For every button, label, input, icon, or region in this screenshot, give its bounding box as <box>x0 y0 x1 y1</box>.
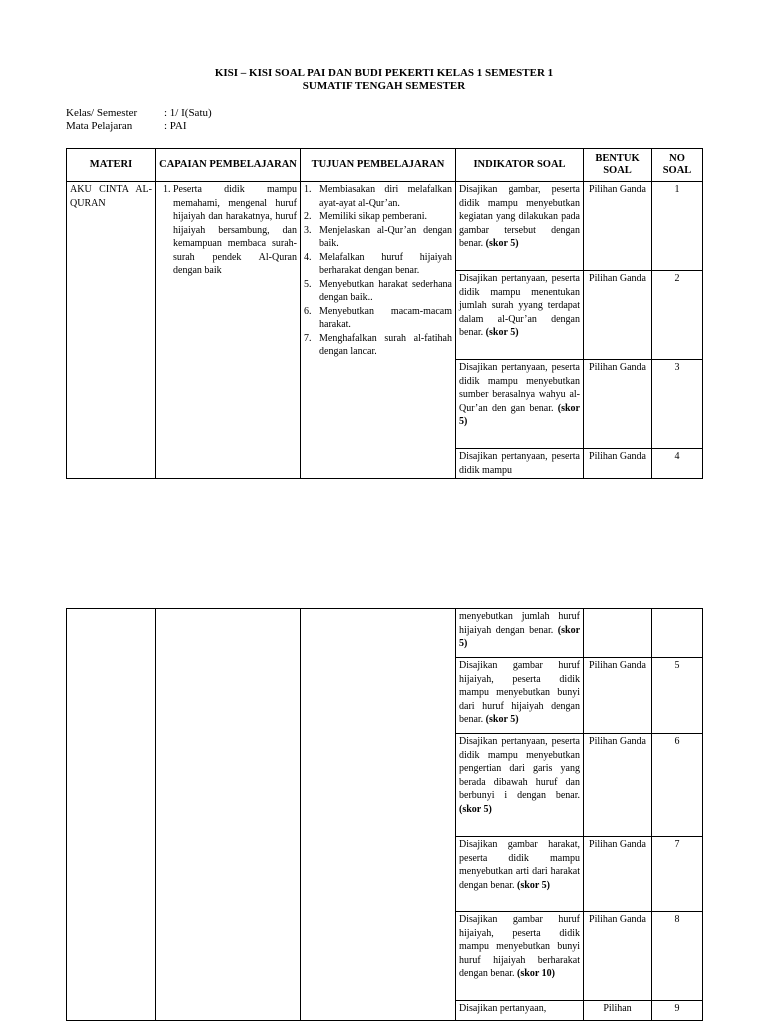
bentuk-cell: Pilihan Ganda <box>584 912 652 1001</box>
bentuk-cell: Pilihan Ganda <box>584 734 652 837</box>
bentuk-cell: Pilihan Ganda <box>584 271 652 360</box>
tujuan-num: 6. <box>304 305 312 317</box>
no-cell: 7 <box>652 837 703 912</box>
indikator-cell <box>456 271 584 360</box>
indikator-cell <box>456 609 584 658</box>
bentuk-cell: Pilihan Ganda <box>584 360 652 449</box>
indikator-text: Disajikan pertanyaan, <box>459 1003 547 1014</box>
header-capaian: CAPAIAN PEMBELAJARAN <box>156 149 301 182</box>
indikator-cell <box>456 912 584 1001</box>
tujuan-item <box>304 224 452 251</box>
indikator-text: Disajikan pertanyaan, peserta didik mampu menentukan jumlah surah yyang terdapat dalam al-Qur’an dengan benar. <box>459 273 580 338</box>
skor-label: (skor 5) <box>459 402 580 427</box>
skor-label: (skor 10) <box>517 968 555 979</box>
capaian-cell <box>156 182 301 479</box>
tujuan-text: Membiasakan diri melafalkan ayat-ayat al-Qur’an. <box>319 184 452 209</box>
tujuan-num: 5. <box>304 278 312 290</box>
indikator-cell <box>456 360 584 449</box>
tujuan-cell-continued <box>301 609 456 1021</box>
no-cell: 1 <box>652 182 703 271</box>
table-row <box>67 609 703 658</box>
tujuan-item <box>304 332 452 359</box>
bentuk-cell: Pilihan Ganda <box>584 449 652 479</box>
tujuan-item <box>304 251 452 278</box>
tujuan-text: Menyebutkan macam-macam harakat. <box>319 305 452 330</box>
tujuan-list <box>304 183 452 359</box>
header-tujuan: TUJUAN PEMBELAJARAN <box>301 149 456 182</box>
table-header-row <box>67 149 703 182</box>
no-cell: 3 <box>652 360 703 449</box>
no-cell: 9 <box>652 1001 703 1021</box>
indikator-cell <box>456 837 584 912</box>
no-cell: 8 <box>652 912 703 1001</box>
tujuan-text: Memiliki sikap pemberani. <box>319 211 428 222</box>
tujuan-item <box>304 278 452 305</box>
skor-label: (skor 5) <box>485 327 519 338</box>
bentuk-cell: Pilihan Ganda <box>584 182 652 271</box>
tujuan-text: Melafalkan huruf hijaiyah berharakat dengan benar. <box>319 251 452 276</box>
indikator-cell <box>456 182 584 271</box>
skor-label: (skor 5) <box>459 803 492 815</box>
capaian-item: 1. Peserta didik mampu memahami, mengenal huruf hijaiyah dan harakatnya, huruf hijaiyah bersambung, dan kemampuan membaca surah-surah pendek Al-Quran dengan baik <box>173 183 297 278</box>
skor-label: (skor 5) <box>485 238 519 249</box>
tujuan-text: Menghafalkan surah al-fatihah dengan lancar. <box>319 332 452 357</box>
skor-label: (skor 5) <box>517 879 550 891</box>
bentuk-cell <box>584 609 652 658</box>
no-cell: 6 <box>652 734 703 837</box>
indikator-text: Disajikan pertanyaan, peserta didik mampu menyebutkan sumber berasalnya wahyu al-Qur’an den gan benar. <box>459 362 580 414</box>
kisi-table-page-2 <box>66 608 703 1021</box>
bentuk-cell: Pilihan <box>584 1001 652 1021</box>
tujuan-num: 7. <box>304 332 312 344</box>
bentuk-cell: Pilihan Ganda <box>584 837 652 912</box>
tujuan-item <box>304 210 452 224</box>
tujuan-num: 2. <box>304 211 312 222</box>
tujuan-num: 1. <box>304 184 312 195</box>
tujuan-num: 3. <box>304 224 312 236</box>
indikator-text: Disajikan gambar, peserta didik mampu menyebutkan kegiatan yang dilakukan pada gambar tersebut dengan benar. <box>459 184 580 249</box>
indikator-cell <box>456 734 584 837</box>
mapel-label: Mata Pelajaran <box>66 120 133 132</box>
header-bentuk: BENTUK SOAL <box>584 149 652 182</box>
indikator-text: menyebutkan jumlah huruf hijaiyah dengan benar. <box>459 611 580 636</box>
indikator-text: Disajikan gambar huruf hijaiyah, peserta didik mampu menyebutkan bunyi dari huruf hijaiyah dengan benar. <box>459 660 580 725</box>
no-cell: 5 <box>652 658 703 734</box>
tujuan-text: Menyebutkan harakat sederhana dengan baik.. <box>319 278 452 303</box>
header-no: NO SOAL <box>652 149 703 182</box>
capaian-list <box>159 183 297 278</box>
materi-cell-continued <box>67 609 156 1021</box>
indikator-text: Disajikan gambar huruf hijaiyah, peserta didik mampu menyebutkan bunyi huruf hijaiyah berharakat dengan benar. <box>459 914 580 979</box>
kelas-value: : 1/ I(Satu) <box>164 107 212 119</box>
tujuan-cell <box>301 182 456 479</box>
no-cell: 2 <box>652 271 703 360</box>
tujuan-item <box>304 305 452 332</box>
header-indikator: INDIKATOR SOAL <box>456 149 584 182</box>
kelas-label: Kelas/ Semester <box>66 107 138 119</box>
capaian-cell-continued <box>156 609 301 1021</box>
skor-label: (skor 5) <box>485 714 519 725</box>
indikator-cell <box>456 658 584 734</box>
indikator-text: Disajikan pertanyaan, peserta didik mampu menyebutkan pengertian dari garis yang berada dibawah huruf dan berbunyi i dengan benar. <box>459 736 580 801</box>
info-mapel <box>66 120 187 133</box>
bentuk-cell: Pilihan Ganda <box>584 658 652 734</box>
document-title-line-1: KISI – KISI SOAL PAI DAN BUDI PEKERTI KELAS 1 SEMESTER 1 <box>214 67 554 79</box>
skor-label: (skor 5) <box>459 624 581 649</box>
no-cell: 4 <box>652 449 703 479</box>
info-kelas <box>66 107 212 120</box>
tujuan-num: 4. <box>304 251 312 263</box>
tujuan-text: Menjelaskan al-Qur’an dengan baik. <box>319 224 452 249</box>
indikator-cell <box>456 1001 584 1021</box>
materi-cell: AKU CINTA AL-QURAN <box>67 182 156 479</box>
indikator-cell <box>456 449 584 479</box>
table-row <box>67 182 703 271</box>
kisi-table-page-1 <box>66 148 703 479</box>
indikator-text: Disajikan gambar harakat, peserta didik mampu menyebutkan arti dari harakat dengan benar. <box>459 839 580 891</box>
document-title-line-2: SUMATIF TENGAH SEMESTER <box>302 80 466 92</box>
indikator-text: Disajikan pertanyaan, peserta didik mampu <box>459 451 580 476</box>
no-cell <box>652 609 703 658</box>
header-materi: MATERI <box>67 149 156 182</box>
mapel-value: : PAI <box>164 120 187 132</box>
tujuan-item <box>304 183 452 210</box>
